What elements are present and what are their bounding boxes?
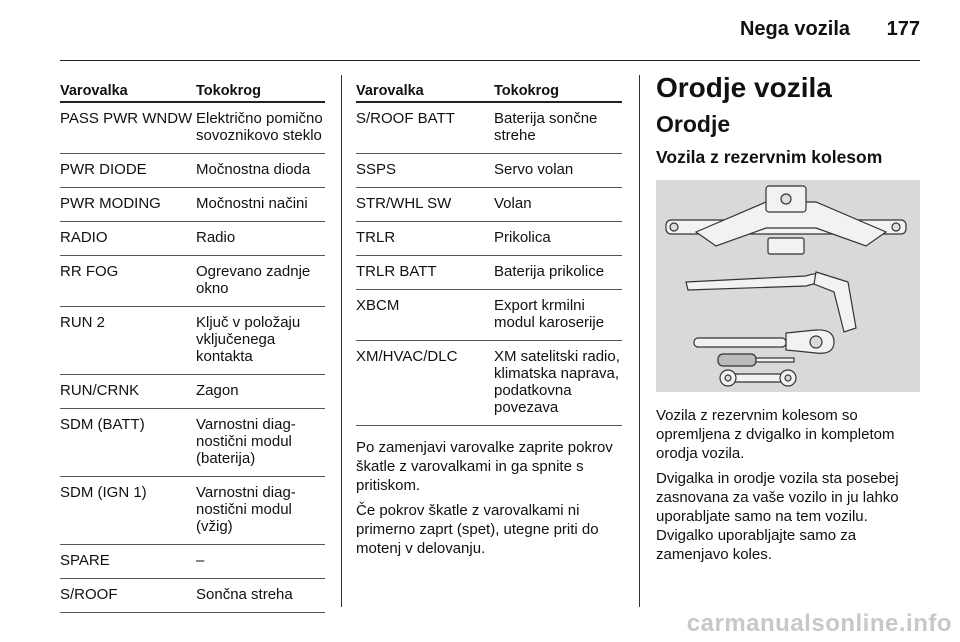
circuit-cell: XM satelitski radio, klimatska naprava, podatkovna povezava <box>494 348 620 416</box>
circuit-cell: Sončna streha <box>196 586 293 603</box>
fuse-cell: TRLR <box>356 229 396 246</box>
middle-column <box>356 75 622 564</box>
table-row <box>60 545 325 579</box>
page-title: Nega vozila <box>739 18 850 40</box>
table-header <box>60 75 325 103</box>
fuse-cell: XM/HVAC/DLC <box>356 348 458 365</box>
circuit-cell: Export krmilni modul karoserije <box>494 297 605 331</box>
page-header <box>60 0 920 61</box>
table-row <box>60 188 325 222</box>
table-row <box>356 256 622 290</box>
table-row <box>356 290 622 341</box>
watermark: carmanualsonline.info <box>686 610 952 637</box>
circuit-cell: Ključ v položaju vključenega kontakta <box>196 314 301 365</box>
paragraph: Dvigalka in orodje vozila sta posebej zasnovana za vaše vozilo in ju lahko uporabljate samo na tem vozilu. Dvigalko uporabljajte samo za zamenjavo koles. <box>656 470 899 563</box>
spanner-icon <box>720 370 796 386</box>
circuit-cell: Baterija prikolice <box>494 263 605 280</box>
table-row <box>356 341 622 426</box>
fuse-cell: PASS PWR WNDW <box>60 110 193 127</box>
fuse-cell: SPARE <box>60 552 110 569</box>
towing-eye-icon <box>694 330 834 353</box>
fuse-cell: RADIO <box>60 229 108 246</box>
wheel-wrench-icon <box>686 272 856 332</box>
fuse-cell: PWR MODING <box>60 195 161 212</box>
circuit-cell: Varnostni diagnostični modul (vžig) <box>196 484 296 535</box>
right-column <box>656 72 920 570</box>
paragraph: Po zamenjavi varovalke zaprite pokrov škatle z varovalkami in ga spnite s pritiskom. <box>356 439 613 494</box>
table-row <box>60 307 325 375</box>
table-row <box>356 154 622 188</box>
circuit-cell: – <box>196 552 205 569</box>
circuit-cell: Električno pomično sovoznikovo steklo <box>196 110 323 144</box>
table-row <box>356 188 622 222</box>
table-row <box>60 409 325 477</box>
fuse-cell: XBCM <box>356 297 400 314</box>
circuit-cell: Servo volan <box>494 161 574 178</box>
circuit-cell: Prikolica <box>494 229 551 246</box>
fuse-cell: SDM (BATT) <box>60 416 145 433</box>
subsubsection-heading: Vozila z rezervnim kolesom <box>656 147 883 167</box>
circuit-cell: Baterija sončne strehe <box>494 110 598 144</box>
table-row <box>60 103 325 154</box>
column-header-circuit: Tokokrog <box>196 83 261 99</box>
column-divider <box>341 75 342 607</box>
fuse-cell: S/ROOF <box>60 586 118 603</box>
fuse-cell: RUN 2 <box>60 314 106 331</box>
table-row <box>356 222 622 256</box>
circuit-cell: Varnostni diagnostični modul (baterija) <box>196 416 296 467</box>
table-body <box>356 103 622 426</box>
jack-icon <box>666 186 906 254</box>
paragraph: Vozila z rezervnim kolesom so opremljena z dvigalko in kompletom orodja vozila. <box>656 407 895 462</box>
fuse-cell: SDM (IGN 1) <box>60 484 147 501</box>
circuit-cell: Močnostna dioda <box>196 161 311 178</box>
fuse-cell: RR FOG <box>60 263 119 280</box>
fuse-cell: RUN/CRNK <box>60 382 140 399</box>
circuit-cell: Radio <box>196 229 236 246</box>
table-row <box>60 256 325 307</box>
fuse-cell: STR/WHL SW <box>356 195 452 212</box>
table-row <box>356 103 622 154</box>
column-header-fuse: Varovalka <box>60 83 128 99</box>
vehicle-tools-figure <box>656 180 920 392</box>
table-row <box>60 579 325 613</box>
table-body <box>60 103 325 613</box>
vehicle-tools-illustration <box>656 180 920 392</box>
fuse-cell: TRLR BATT <box>356 263 437 280</box>
table-header <box>356 75 622 103</box>
table-row <box>60 375 325 409</box>
fuse-cell: SSPS <box>356 161 397 178</box>
fuse-table-left <box>60 75 325 613</box>
column-header-fuse: Varovalka <box>356 83 424 99</box>
fuse-cell: S/ROOF BATT <box>356 110 455 127</box>
circuit-cell: Zagon <box>196 382 239 399</box>
table-row <box>60 154 325 188</box>
circuit-cell: Močnostni načini <box>196 195 308 212</box>
section-heading: Orodje vozila <box>656 72 832 103</box>
page-number: 177 <box>886 18 920 40</box>
table-row <box>60 477 325 545</box>
circuit-cell: Volan <box>494 195 532 212</box>
screwdriver-icon <box>718 354 794 366</box>
paragraph: Če pokrov škatle z varovalkami ni primerno zaprt (spet), utegne priti do motenj v delovanju. <box>356 502 599 557</box>
column-header-circuit: Tokokrog <box>494 83 559 99</box>
subsection-heading: Orodje <box>656 111 731 137</box>
fuse-cell: PWR DIODE <box>60 161 147 178</box>
circuit-cell: Ogrevano zadnje okno <box>196 263 311 297</box>
column-divider <box>639 75 640 607</box>
fuse-table-right <box>356 75 622 426</box>
table-row <box>60 222 325 256</box>
